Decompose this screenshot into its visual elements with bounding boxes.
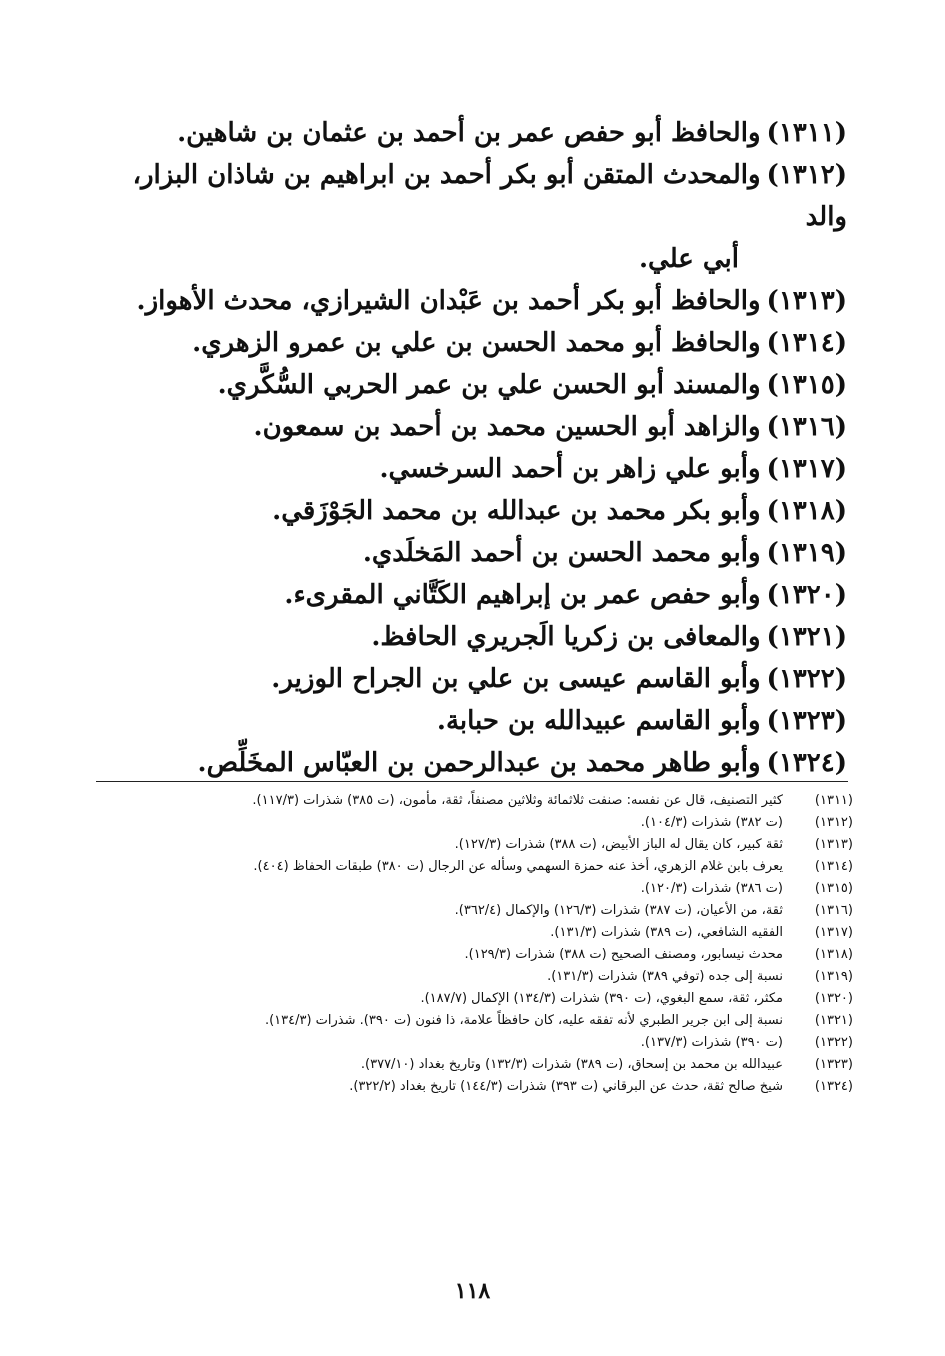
footnote-1320 (153, 988, 853, 1010)
footnote-divider (96, 781, 848, 782)
footnote-number: (١٣١٩) (814, 969, 853, 984)
footnote-text: كثير التصنيف، قال عن نفسه: صنفت ثلاثمائة وثلاثين مصنفاً، ثقة، مأمون، (ت ٣٨٥) شذرات (١١٧/٣). (252, 793, 783, 808)
footnote-text: (ت ٣٨٦) شذرات (١٢٠/٣). (640, 881, 783, 896)
entry-1315 (127, 364, 847, 406)
entry-number: (١٣٢٤) (766, 748, 847, 778)
entry-1320 (127, 574, 847, 616)
entry-1316 (127, 406, 847, 448)
footnote-text: شيخ صالح ثقة، حدث عن البرقاني (ت ٣٩٣) شذرات (١٤٤/٣) تاريخ بغداد (٣٢٢/٢). (349, 1079, 783, 1094)
entry-number: (١٣٢١) (766, 622, 847, 652)
footnote-number: (١٣١٧) (814, 925, 853, 940)
footnote-1314 (153, 856, 853, 878)
main-entries (127, 112, 847, 784)
entry-text: والحافظ أبو بكر أحمد بن عَبْدان الشيرازي، محدث الأهواز. (136, 286, 761, 316)
footnote-text: ثقة كبير، كان يقال له الباز الأبيض، (ت ٣٨٨) شذرات (١٢٧/٣). (454, 837, 783, 852)
entry-1324 (127, 742, 847, 784)
entry-text: والحافظ أبو محمد الحسن بن علي بن عمرو الزهري. (192, 328, 761, 358)
entry-text: وأبو محمد الحسن بن أحمد المَخلَدي. (362, 538, 761, 568)
footnote-number: (١٣٢٣) (814, 1057, 853, 1072)
footnote-number: (١٣٢١) (814, 1013, 853, 1028)
entry-1311 (127, 112, 847, 154)
footnote-1324 (153, 1076, 853, 1098)
footnote-number: (١٣٢٤) (814, 1079, 853, 1094)
entry-text: وأبو طاهر محمد بن عبدالرحمن بن العبّاس المخَلِّص. (197, 748, 761, 778)
entry-number: (١٣١١) (766, 118, 847, 148)
footnote-text: محدث نيسابور، ومصنف الصحيح (ت ٣٨٨) شذرات (١٢٩/٣). (464, 947, 783, 962)
footnote-1321 (153, 1010, 853, 1032)
footnote-text: الفقيه الشافعي، (ت ٣٨٩) شذرات (١٣١/٣). (550, 925, 783, 940)
entry-text: وأبو بكر محمد بن عبدالله بن محمد الجَوْزَقي. (272, 496, 761, 526)
entry-text: والمحدث المتقن أبو بكر أحمد بن ابراهيم بن شاذان البزار، والد (132, 160, 847, 232)
entry-text: وأبو القاسم عيسى بن علي بن الجراح الوزير. (271, 664, 761, 694)
footnote-1322 (153, 1032, 853, 1054)
footnote-1317 (153, 922, 853, 944)
footnote-1311 (153, 790, 853, 812)
entry-text: وأبو حفص عمر بن إبراهيم الكَتَّاني المقرىء. (284, 580, 761, 610)
entry-text: والزاهد أبو الحسين محمد بن أحمد بن سمعون. (253, 412, 761, 442)
footnote-1316 (153, 900, 853, 922)
entry-1321 (127, 616, 847, 658)
entry-1314 (127, 322, 847, 364)
footnote-text: مكثر، ثقة، سمع البغوي، (ت ٣٩٠) شذرات (١٣٤/٣) الإكمال (١٨٧/٧). (420, 991, 783, 1006)
entry-number: (١٣١٨) (766, 496, 847, 526)
entry-number: (١٣٢٢) (766, 664, 847, 694)
entry-text: وأبو علي زاهر بن أحمد السرخسي. (379, 454, 761, 484)
entry-1317 (127, 448, 847, 490)
entry-number: (١٣٢٠) (766, 580, 847, 610)
footnote-number: (١٣١٨) (814, 947, 853, 962)
footnote-1312 (153, 812, 853, 834)
entry-number: (١٣١٤) (766, 328, 847, 358)
footnote-1315 (153, 878, 853, 900)
entry-1322 (127, 658, 847, 700)
footnote-1323 (153, 1054, 853, 1076)
footnote-number: (١٣١٥) (814, 881, 853, 896)
footnote-number: (١٣٢٢) (814, 1035, 853, 1050)
footnote-text: (ت ٣٨٢) شذرات (١٠٤/٣). (640, 815, 783, 830)
entry-1313 (127, 280, 847, 322)
entry-text: وأبو القاسم عبيدالله بن حبابة. (436, 706, 761, 736)
footnote-1313 (153, 834, 853, 856)
footnote-number: (١٣١٣) (814, 837, 853, 852)
footnote-number: (١٣١١) (814, 793, 853, 808)
entry-1323 (127, 700, 847, 742)
entry-number: (١٣٢٣) (766, 706, 847, 736)
footnote-text: نسبة إلى جده (توفي ٣٨٩) شذرات (١٣١/٣). (547, 969, 783, 984)
entry-text: والمسند أبو الحسن علي بن عمر الحربي السُّكَّري. (217, 370, 761, 400)
entry-number: (١٣١٥) (766, 370, 847, 400)
entry-1319 (127, 532, 847, 574)
footnote-number: (١٣١٦) (814, 903, 853, 918)
entry-text: والمعافى بن زكريا الَجريري الحافظ. (371, 622, 761, 652)
footnote-text: (ت ٣٩٠) شذرات (١٣٧/٣). (640, 1035, 783, 1050)
footnote-text: ثقة، من الأعيان، (ت ٣٨٧) شذرات (١٢٦/٣) والإكمال (٣٦٢/٤). (454, 903, 783, 918)
footnote-text: نسبة إلى ابن جرير الطبري لأنه تفقه عليه، كان حافظاً علامة، ذا فنون (ت ٣٩٠). شذرات (١٣٤/٣). (264, 1013, 783, 1028)
entry-number: (١٣١٦) (766, 412, 847, 442)
footnote-number: (١٣٢٠) (814, 991, 853, 1006)
footnote-1319 (153, 966, 853, 988)
footnote-text: عبيدالله بن محمد بن إسحاق، (ت ٣٨٩) شذرات (١٣٢/٣) وتاريخ بغداد (٣٧٧/١٠). (360, 1057, 783, 1072)
entry-number: (١٣١٢) (766, 160, 847, 190)
entry-number: (١٣١٩) (766, 538, 847, 568)
entry-number: (١٣١٣) (766, 286, 847, 316)
footnote-number: (١٣١٤) (814, 859, 853, 874)
footnote-text: يعرف بابن غلام الزهري، أخذ عنه حمزة السهمي وسأله عن الرجال (ت ٣٨٠) طبقات الحفاظ (٤٠٤). (253, 859, 783, 874)
entry-continuation: أبي علي. (638, 244, 739, 274)
entry-1312 (127, 154, 847, 280)
page-number: ١١٨ (454, 1278, 491, 1304)
footnote-1318 (153, 944, 853, 966)
entry-text: والحافظ أبو حفص عمر بن أحمد بن عثمان بن شاهين. (177, 118, 761, 148)
footnotes (153, 790, 853, 1098)
entry-number: (١٣١٧) (766, 454, 847, 484)
entry-1318 (127, 490, 847, 532)
footnote-number: (١٣١٢) (814, 815, 853, 830)
